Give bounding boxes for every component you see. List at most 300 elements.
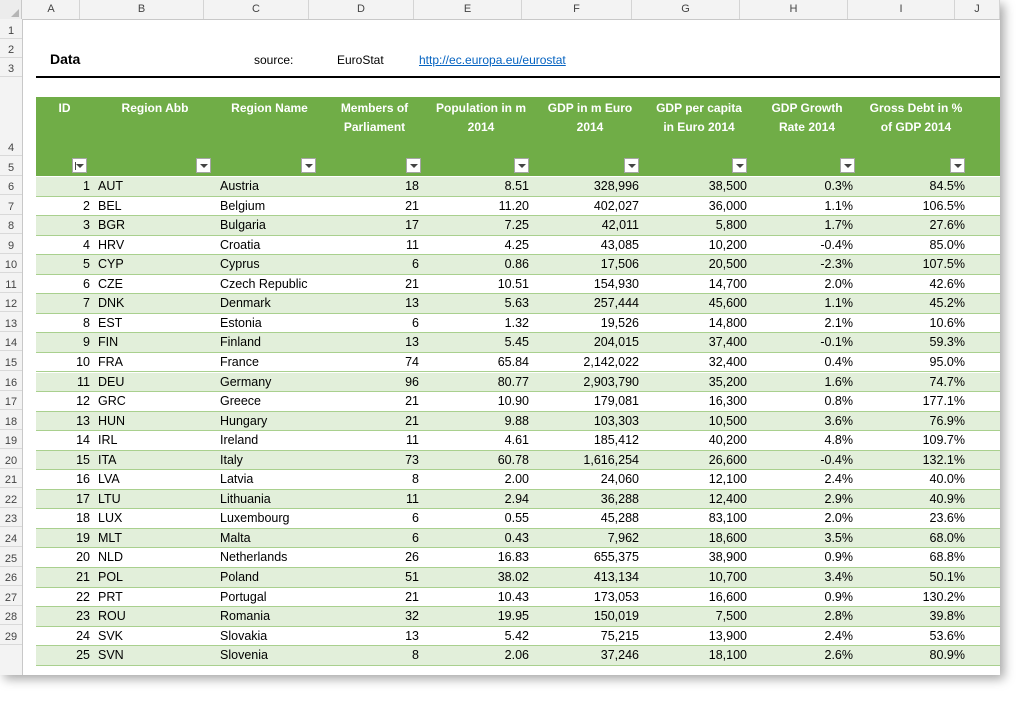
table-cell[interactable]: 38,500 <box>708 179 747 193</box>
table-cell[interactable]: LVA <box>98 472 120 487</box>
table-cell[interactable]: 0.4% <box>824 354 853 369</box>
table-cell[interactable]: 5,800 <box>715 218 747 233</box>
column-header-a[interactable]: A <box>23 0 80 19</box>
table-row[interactable] <box>36 314 1000 334</box>
table-cell[interactable]: 6 <box>412 530 419 545</box>
table-row[interactable] <box>36 197 1000 217</box>
table-cell[interactable]: 402,027 <box>593 198 639 213</box>
table-cell[interactable]: AUT <box>98 179 123 193</box>
table-cell[interactable]: 4.25 <box>504 237 529 252</box>
table-cell[interactable]: 3.4% <box>824 570 853 584</box>
table-cell[interactable]: Italy <box>220 452 243 467</box>
table-cell[interactable]: ITA <box>98 452 117 467</box>
table-cell[interactable]: 9 <box>83 335 90 350</box>
table-cell[interactable]: 132.1% <box>922 452 965 467</box>
row-header[interactable] <box>0 58 22 77</box>
table-cell[interactable]: DEU <box>98 374 125 389</box>
table-cell[interactable]: BGR <box>98 218 126 233</box>
table-cell[interactable]: 11 <box>406 237 419 252</box>
table-cell[interactable]: Poland <box>220 570 259 584</box>
table-cell[interactable]: 10.90 <box>497 394 529 409</box>
table-cell[interactable]: 11 <box>77 374 90 389</box>
row-header[interactable] <box>0 469 22 489</box>
table-row[interactable] <box>36 333 1000 353</box>
table-cell[interactable]: 2.0% <box>824 276 853 291</box>
table-cell[interactable]: 413,134 <box>593 570 639 584</box>
table-cell[interactable]: 80.9% <box>929 648 965 663</box>
table-cell[interactable]: 11 <box>406 433 419 448</box>
table-cell[interactable]: 9.88 <box>504 413 529 428</box>
table-cell[interactable]: 85.0% <box>929 237 965 252</box>
table-row[interactable] <box>36 373 1000 393</box>
table-cell[interactable]: 5 <box>83 257 90 272</box>
table-cell[interactable]: Estonia <box>220 315 262 330</box>
table-cell[interactable]: Portugal <box>220 589 267 604</box>
table-cell[interactable]: 5.42 <box>504 628 529 643</box>
row-header[interactable] <box>0 527 22 547</box>
table-cell[interactable]: Slovenia <box>220 648 268 663</box>
source-link[interactable]: http://ec.europa.eu/eurostat <box>419 53 566 67</box>
table-cell[interactable]: 13 <box>405 335 419 350</box>
table-cell[interactable]: 0.86 <box>504 257 529 272</box>
table-row[interactable] <box>36 627 1000 647</box>
table-cell[interactable]: 106.5% <box>922 198 965 213</box>
row-header[interactable] <box>0 449 22 469</box>
table-cell[interactable]: NLD <box>98 550 124 565</box>
table-cell[interactable]: 7.25 <box>504 218 529 233</box>
table-cell[interactable]: 10.43 <box>497 589 529 604</box>
table-row[interactable] <box>36 412 1000 432</box>
table-row[interactable] <box>36 529 1000 549</box>
table-cell[interactable]: 1.1% <box>824 198 853 213</box>
table-cell[interactable]: -0.1% <box>820 335 853 350</box>
table-row[interactable] <box>36 490 1000 510</box>
table-row[interactable] <box>36 275 1000 295</box>
table-cell[interactable]: 2.0% <box>824 511 853 526</box>
table-cell[interactable]: Austria <box>220 179 259 193</box>
table-cell[interactable]: 19,526 <box>600 315 639 330</box>
table-cell[interactable]: 103,303 <box>593 413 639 428</box>
table-cell[interactable]: Croatia <box>220 237 261 252</box>
table-cell[interactable]: 24,060 <box>600 472 639 487</box>
table-cell[interactable]: Ireland <box>220 433 259 448</box>
select-all-corner[interactable] <box>0 0 22 19</box>
table-cell[interactable]: 655,375 <box>593 550 639 565</box>
table-cell[interactable]: 96 <box>405 374 419 389</box>
table-cell[interactable]: 13 <box>405 628 419 643</box>
row-header[interactable] <box>0 156 22 176</box>
column-header-j[interactable]: J <box>955 0 1000 19</box>
table-cell[interactable]: 107.5% <box>922 257 965 272</box>
table-cell[interactable]: 8 <box>412 472 419 487</box>
table-cell[interactable]: 24 <box>76 628 90 643</box>
worksheet-grid[interactable] <box>23 20 1000 675</box>
table-cell[interactable]: CYP <box>98 257 124 272</box>
table-row[interactable] <box>36 216 1000 236</box>
table-cell[interactable]: 14,700 <box>708 276 747 291</box>
table-cell[interactable]: 1.32 <box>504 315 529 330</box>
table-cell[interactable]: 2.8% <box>824 609 853 624</box>
table-cell[interactable]: 45,288 <box>600 511 639 526</box>
table-cell[interactable]: 8 <box>83 315 90 330</box>
row-header[interactable] <box>0 352 22 372</box>
table-cell[interactable]: 2,903,790 <box>583 374 639 389</box>
table-cell[interactable]: 51 <box>405 570 419 584</box>
table-cell[interactable]: 68.8% <box>929 550 965 565</box>
table-cell[interactable]: Slovakia <box>220 628 268 643</box>
table-cell[interactable]: SVN <box>98 648 124 663</box>
table-cell[interactable]: 0.3% <box>824 179 853 193</box>
table-row[interactable] <box>36 177 1000 197</box>
table-cell[interactable]: 84.5% <box>929 179 965 193</box>
row-header[interactable] <box>0 567 22 587</box>
table-cell[interactable]: 154,930 <box>593 276 639 291</box>
table-cell[interactable]: Bulgaria <box>220 218 266 233</box>
column-header-i[interactable]: I <box>848 0 955 19</box>
row-header[interactable] <box>0 625 22 645</box>
table-cell[interactable]: 10.6% <box>929 315 965 330</box>
table-cell[interactable]: 10,500 <box>708 413 747 428</box>
table-cell[interactable]: 18 <box>405 179 419 193</box>
table-cell[interactable]: 6 <box>83 276 90 291</box>
row-header[interactable] <box>0 176 22 196</box>
row-header[interactable] <box>0 195 22 215</box>
table-cell[interactable]: LTU <box>98 491 121 506</box>
table-row[interactable] <box>36 588 1000 608</box>
table-cell[interactable]: 27.6% <box>929 218 965 233</box>
table-cell[interactable]: Netherlands <box>220 550 288 565</box>
filter-dropdown-icon[interactable] <box>624 158 639 173</box>
table-cell[interactable]: 204,015 <box>593 335 639 350</box>
table-cell[interactable]: 42,011 <box>601 218 639 233</box>
column-header-c[interactable]: C <box>204 0 309 19</box>
table-cell[interactable]: FIN <box>98 335 119 350</box>
table-cell[interactable]: 4.61 <box>504 433 529 448</box>
table-cell[interactable]: 21 <box>76 570 90 584</box>
table-cell[interactable]: 16,600 <box>708 589 747 604</box>
table-cell[interactable]: Cyprus <box>220 257 260 272</box>
table-cell[interactable]: 16 <box>76 472 90 487</box>
table-cell[interactable]: 17 <box>76 491 90 506</box>
table-cell[interactable]: 109.7% <box>922 433 965 448</box>
table-cell[interactable]: 2.00 <box>504 472 529 487</box>
table-cell[interactable]: 73 <box>405 452 419 467</box>
table-cell[interactable]: 13 <box>405 296 419 311</box>
table-cell[interactable]: 45,600 <box>708 296 747 311</box>
row-header[interactable] <box>0 293 22 313</box>
row-header[interactable] <box>0 488 22 508</box>
table-cell[interactable]: 26 <box>405 550 419 565</box>
table-cell[interactable]: 3.5% <box>824 530 853 545</box>
table-cell[interactable]: 4.8% <box>824 433 853 448</box>
row-header[interactable] <box>0 371 22 391</box>
table-cell[interactable]: 5.63 <box>504 296 529 311</box>
table-cell[interactable]: SVK <box>98 628 124 643</box>
table-cell[interactable]: 2.94 <box>504 491 529 506</box>
table-cell[interactable]: 185,412 <box>593 433 639 448</box>
table-cell[interactable]: 257,444 <box>593 296 639 311</box>
table-cell[interactable]: 75,215 <box>600 628 639 643</box>
table-row[interactable] <box>36 294 1000 314</box>
table-cell[interactable]: 7 <box>83 296 90 311</box>
table-cell[interactable]: PRT <box>98 589 123 604</box>
column-header-h[interactable]: H <box>740 0 848 19</box>
table-cell[interactable]: 60.78 <box>497 452 529 467</box>
table-cell[interactable]: 130.2% <box>922 589 965 604</box>
row-header[interactable] <box>0 273 22 293</box>
table-cell[interactable]: -0.4% <box>820 237 853 252</box>
row-header[interactable] <box>0 586 22 606</box>
table-cell[interactable]: 68.0% <box>929 530 965 545</box>
table-row[interactable] <box>36 431 1000 451</box>
table-cell[interactable]: 32 <box>405 609 419 624</box>
row-header[interactable] <box>0 19 22 39</box>
table-cell[interactable]: 0.8% <box>824 394 853 409</box>
table-cell[interactable]: 2.4% <box>824 472 853 487</box>
table-cell[interactable]: 17,506 <box>600 257 639 272</box>
table-cell[interactable]: 1 <box>83 179 90 193</box>
column-header-d[interactable]: D <box>309 0 414 19</box>
column-header-e[interactable]: E <box>414 0 522 19</box>
table-cell[interactable]: 13,900 <box>708 628 747 643</box>
table-cell[interactable]: 43,085 <box>600 237 639 252</box>
table-cell[interactable]: Malta <box>220 530 251 545</box>
table-cell[interactable]: 23.6% <box>929 511 965 526</box>
table-cell[interactable]: Finland <box>220 335 261 350</box>
table-row[interactable] <box>36 236 1000 256</box>
table-cell[interactable]: 18,100 <box>708 648 747 663</box>
table-row[interactable] <box>36 451 1000 471</box>
table-row[interactable] <box>36 255 1000 275</box>
table-cell[interactable]: ROU <box>98 609 126 624</box>
column-header-b[interactable]: B <box>80 0 204 19</box>
table-cell[interactable]: 8.51 <box>504 179 529 193</box>
table-cell[interactable]: 7,962 <box>607 530 639 545</box>
table-row[interactable] <box>36 353 1000 373</box>
table-cell[interactable]: 13 <box>76 413 90 428</box>
table-cell[interactable]: 18 <box>76 511 90 526</box>
table-cell[interactable]: 2.4% <box>824 628 853 643</box>
table-cell[interactable]: Germany <box>220 374 272 389</box>
table-cell[interactable]: 14,800 <box>708 315 747 330</box>
table-cell[interactable]: 20,500 <box>708 257 747 272</box>
table-cell[interactable]: 10,700 <box>708 570 747 584</box>
row-header[interactable] <box>0 215 22 235</box>
table-cell[interactable]: 10,200 <box>708 237 747 252</box>
table-cell[interactable]: 15 <box>76 452 90 467</box>
table-cell[interactable]: 35,200 <box>708 374 747 389</box>
table-cell[interactable]: 45.2% <box>929 296 965 311</box>
table-cell[interactable]: LUX <box>98 511 123 526</box>
table-cell[interactable]: 32,400 <box>708 354 747 369</box>
table-cell[interactable]: BEL <box>98 198 122 213</box>
table-row[interactable] <box>36 568 1000 588</box>
table-cell[interactable]: Greece <box>220 394 261 409</box>
table-cell[interactable]: DNK <box>98 296 125 311</box>
row-header[interactable] <box>0 77 22 156</box>
table-cell[interactable]: CZE <box>98 276 123 291</box>
table-cell[interactable]: 2.06 <box>504 648 529 663</box>
row-header[interactable] <box>0 430 22 450</box>
table-cell[interactable]: 10.51 <box>497 276 529 291</box>
table-cell[interactable]: 76.9% <box>929 413 965 428</box>
table-cell[interactable]: Luxembourg <box>220 511 290 526</box>
table-cell[interactable]: 40,200 <box>708 433 747 448</box>
table-cell[interactable]: 1.6% <box>824 374 853 389</box>
table-cell[interactable]: 12,100 <box>708 472 747 487</box>
table-cell[interactable]: 21 <box>405 413 419 428</box>
table-cell[interactable]: 20 <box>76 550 90 565</box>
table-cell[interactable]: 2.9% <box>824 491 853 506</box>
table-cell[interactable]: 95.0% <box>929 354 965 369</box>
row-header[interactable] <box>0 254 22 274</box>
table-cell[interactable]: 36,288 <box>600 491 639 506</box>
row-header[interactable] <box>0 332 22 352</box>
filter-dropdown-icon[interactable] <box>196 158 211 173</box>
table-cell[interactable]: 83,100 <box>708 511 747 526</box>
table-cell[interactable]: 74 <box>405 354 419 369</box>
table-cell[interactable]: POL <box>98 570 124 584</box>
table-row[interactable] <box>36 607 1000 627</box>
table-cell[interactable]: 4 <box>83 237 90 252</box>
table-cell[interactable]: 6 <box>412 257 419 272</box>
table-cell[interactable]: 179,081 <box>593 394 639 409</box>
row-header[interactable] <box>0 547 22 567</box>
row-header[interactable] <box>0 234 22 254</box>
table-cell[interactable]: Belgium <box>220 198 266 213</box>
table-cell[interactable]: 23 <box>76 609 90 624</box>
table-cell[interactable]: 3.6% <box>824 413 853 428</box>
table-cell[interactable]: 22 <box>76 589 90 604</box>
filter-dropdown-icon[interactable] <box>732 158 747 173</box>
table-cell[interactable]: FRA <box>98 354 123 369</box>
row-header[interactable] <box>0 39 22 58</box>
table-cell[interactable]: 0.55 <box>504 511 529 526</box>
table-cell[interactable]: Hungary <box>220 413 268 428</box>
table-cell[interactable]: 80.77 <box>497 374 529 389</box>
table-cell[interactable]: 2 <box>83 198 90 213</box>
table-cell[interactable]: Latvia <box>220 472 254 487</box>
column-header-f[interactable]: F <box>522 0 632 19</box>
table-row[interactable] <box>36 646 1000 666</box>
filter-dropdown-icon[interactable] <box>406 158 421 173</box>
table-cell[interactable]: 3 <box>83 218 90 233</box>
table-row[interactable] <box>36 509 1000 529</box>
table-cell[interactable]: 59.3% <box>929 335 965 350</box>
table-cell[interactable]: 8 <box>412 648 419 663</box>
table-cell[interactable]: 10 <box>76 354 90 369</box>
filter-dropdown-icon[interactable] <box>514 158 529 173</box>
table-cell[interactable]: 65.84 <box>497 354 529 369</box>
table-cell[interactable]: HUN <box>98 413 126 428</box>
table-cell[interactable]: 177.1% <box>922 394 965 409</box>
table-cell[interactable]: 12 <box>76 394 90 409</box>
table-cell[interactable]: GRC <box>98 394 126 409</box>
column-header-g[interactable]: G <box>632 0 740 19</box>
table-cell[interactable]: 0.9% <box>824 550 853 565</box>
table-cell[interactable]: 1,616,254 <box>583 452 639 467</box>
table-cell[interactable]: 2,142,022 <box>583 354 639 369</box>
table-cell[interactable]: 50.1% <box>929 570 965 584</box>
table-row[interactable] <box>36 548 1000 568</box>
table-cell[interactable]: 40.0% <box>929 472 965 487</box>
row-header[interactable] <box>0 606 22 626</box>
row-header[interactable] <box>0 508 22 528</box>
table-row[interactable] <box>36 470 1000 490</box>
table-cell[interactable]: 25 <box>76 648 90 663</box>
table-cell[interactable]: HRV <box>98 237 125 252</box>
table-cell[interactable]: 6 <box>412 511 419 526</box>
table-cell[interactable]: 7,500 <box>715 609 747 624</box>
table-cell[interactable]: 74.7% <box>929 374 965 389</box>
row-header[interactable] <box>0 391 22 411</box>
table-cell[interactable]: Romania <box>220 609 271 624</box>
row-header[interactable] <box>0 410 22 430</box>
table-cell[interactable]: 1.7% <box>824 218 853 233</box>
table-cell[interactable]: IRL <box>98 433 118 448</box>
table-cell[interactable]: 17 <box>405 218 419 233</box>
table-cell[interactable]: 38.02 <box>497 570 529 584</box>
table-cell[interactable]: -2.3% <box>820 257 853 272</box>
table-cell[interactable]: 39.8% <box>929 609 965 624</box>
filter-dropdown-icon[interactable] <box>72 158 87 173</box>
table-cell[interactable]: France <box>220 354 259 369</box>
table-cell[interactable]: 173,053 <box>593 589 639 604</box>
table-cell[interactable]: 21 <box>405 394 419 409</box>
table-cell[interactable]: 5.45 <box>504 335 529 350</box>
table-cell[interactable]: Czech Republic <box>220 276 308 291</box>
table-cell[interactable]: 53.6% <box>929 628 965 643</box>
table-cell[interactable]: 37,246 <box>600 648 639 663</box>
table-cell[interactable]: 16.83 <box>497 550 529 565</box>
table-cell[interactable]: 19 <box>76 530 90 545</box>
table-cell[interactable]: 11.20 <box>498 198 529 213</box>
table-row[interactable] <box>36 392 1000 412</box>
table-cell[interactable]: 14 <box>76 433 90 448</box>
table-cell[interactable]: Lithuania <box>220 491 271 506</box>
table-cell[interactable]: 21 <box>405 198 419 213</box>
table-cell[interactable]: 21 <box>405 589 419 604</box>
table-cell[interactable]: 38,900 <box>708 550 747 565</box>
table-cell[interactable]: 2.1% <box>824 315 853 330</box>
table-cell[interactable]: 11 <box>406 491 419 506</box>
table-cell[interactable]: -0.4% <box>820 452 853 467</box>
table-cell[interactable]: 37,400 <box>708 335 747 350</box>
table-cell[interactable]: 16,300 <box>708 394 747 409</box>
table-cell[interactable]: Denmark <box>220 296 271 311</box>
table-cell[interactable]: 42.6% <box>929 276 965 291</box>
table-cell[interactable]: 328,996 <box>593 179 639 193</box>
table-cell[interactable]: 26,600 <box>708 452 747 467</box>
table-cell[interactable]: 19.95 <box>497 609 529 624</box>
table-cell[interactable]: 40.9% <box>929 491 965 506</box>
table-cell[interactable]: EST <box>98 315 123 330</box>
table-cell[interactable]: 0.9% <box>824 589 853 604</box>
filter-dropdown-icon[interactable] <box>950 158 965 173</box>
table-cell[interactable]: 12,400 <box>708 491 747 506</box>
filter-dropdown-icon[interactable] <box>301 158 316 173</box>
table-cell[interactable]: 36,000 <box>708 198 747 213</box>
table-cell[interactable]: 1.1% <box>824 296 853 311</box>
table-cell[interactable]: 2.6% <box>824 648 853 663</box>
table-cell[interactable]: 6 <box>412 315 419 330</box>
table-cell[interactable]: 0.43 <box>504 530 529 545</box>
table-cell[interactable]: 21 <box>405 276 419 291</box>
row-header[interactable] <box>0 312 22 332</box>
table-cell[interactable]: 150,019 <box>593 609 639 624</box>
table-cell[interactable]: 18,600 <box>708 530 747 545</box>
filter-dropdown-icon[interactable] <box>840 158 855 173</box>
